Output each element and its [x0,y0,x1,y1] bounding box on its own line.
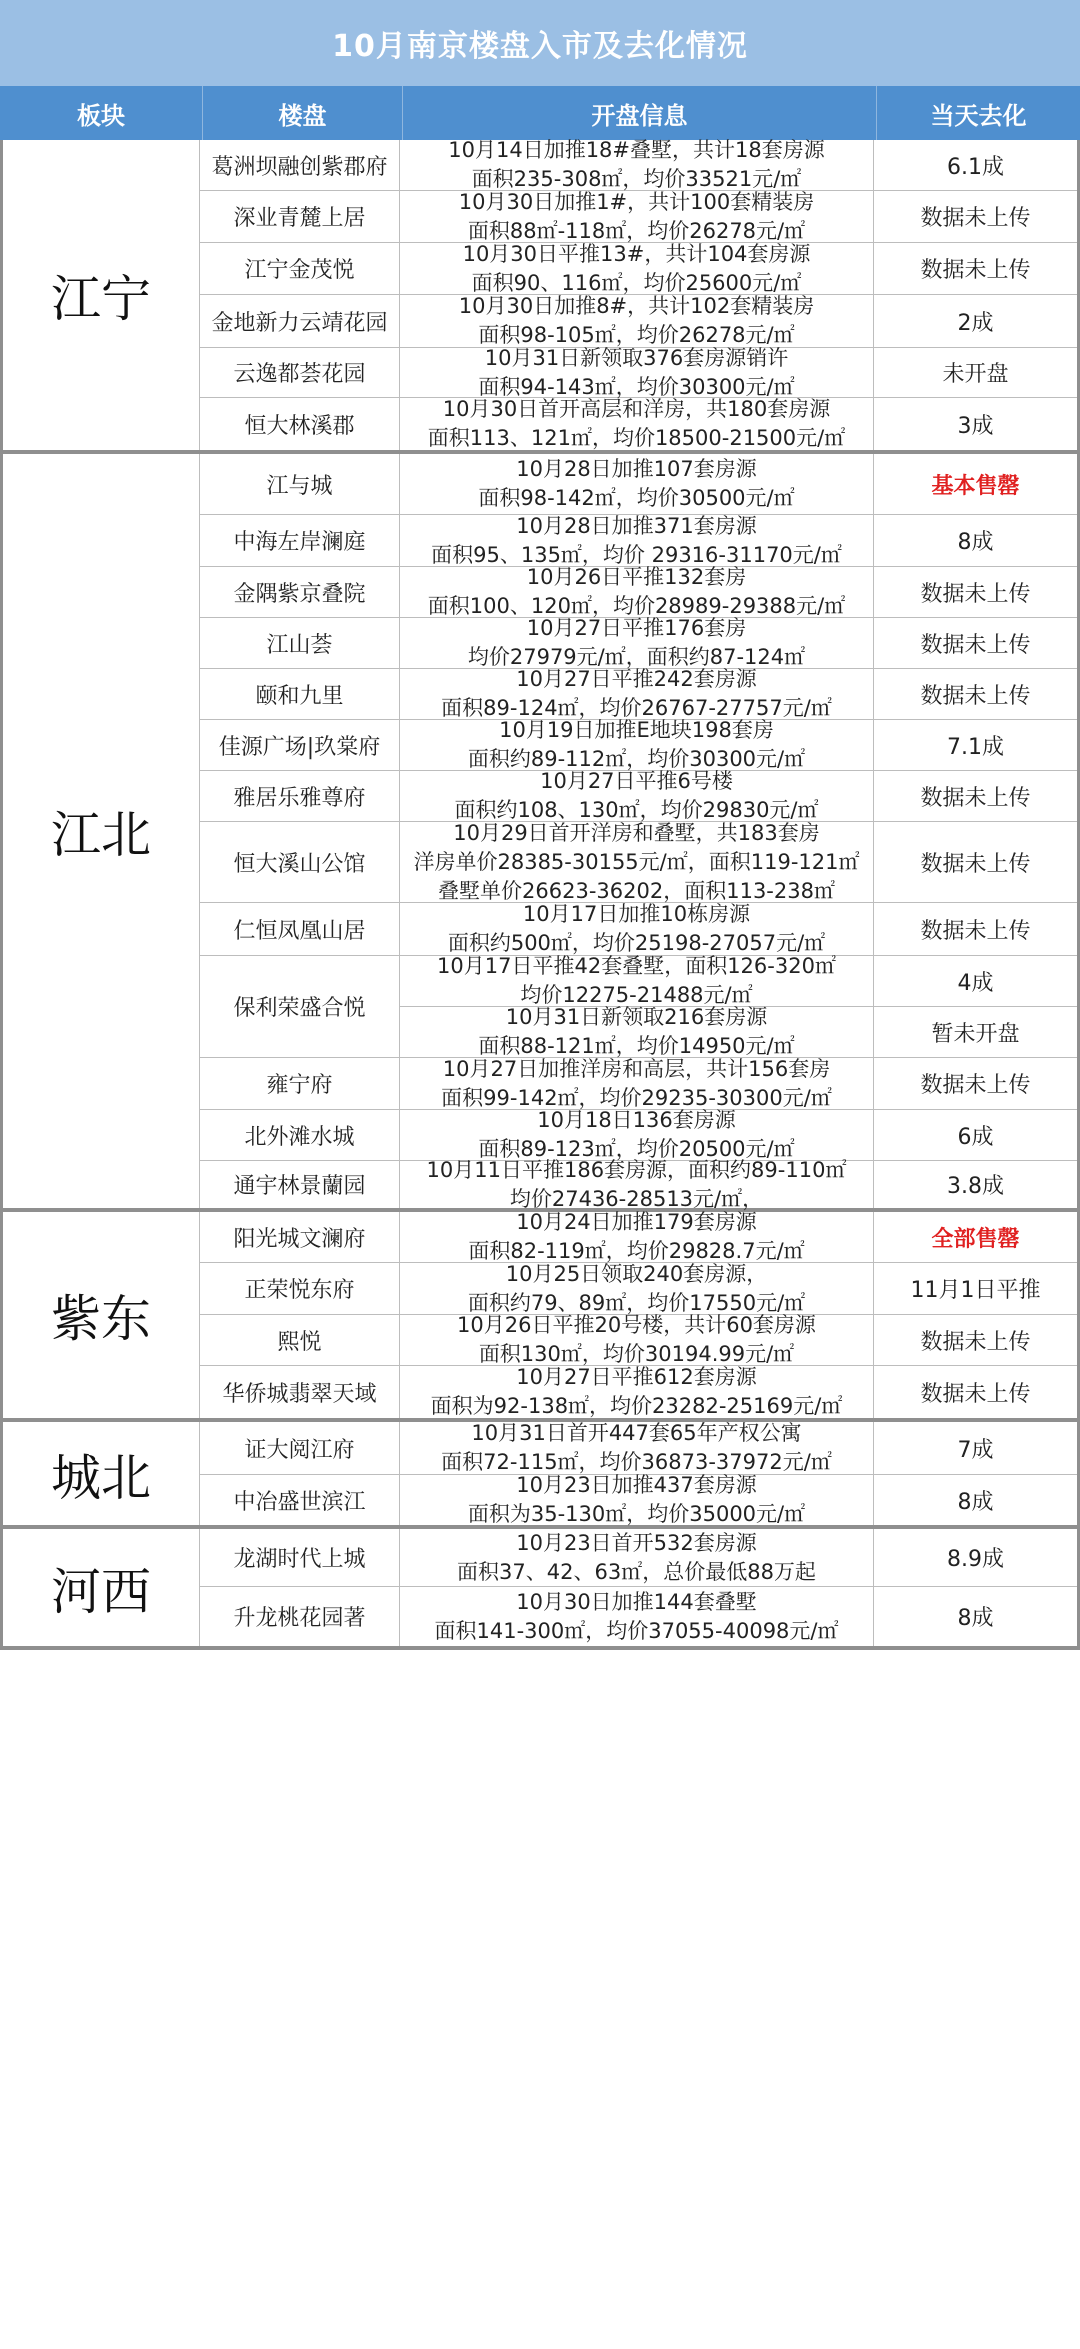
opening-info [400,515,874,566]
header-opening-info: 开盘信息 [403,86,877,140]
opening-info-line: 均价27436-28513元/㎡， [509,1186,764,1211]
opening-info-line: 10月17日平推42套叠墅，面积126-320㎡ [437,954,836,978]
opening-info-line: 面积为92-138㎡，均价23282-25169元/㎡ [430,1394,843,1418]
opening-info-line: 10月30日平推13#，共计104套房源 [462,241,811,266]
project-name: 颐和九里 [200,669,400,719]
opening-info [400,1587,874,1646]
opening-info-line: 10月27日平推176套房 [526,616,747,640]
opening-info-line: 面积99-142㎡，均价29235-30300元/㎡ [441,1085,832,1110]
table-row [200,1212,1077,1262]
region-section [3,1212,1077,1422]
project-name: 阳光城文澜府 [200,1212,400,1262]
project-name: 云逸都荟花园 [200,348,400,397]
opening-info-line: 面积89-124㎡，均价26767-27757元/㎡ [441,696,832,720]
header-project: 楼盘 [203,86,403,140]
opening-info [400,1157,874,1211]
opening-info-line: 均价27979元/㎡，面积约87-124㎡ [467,645,806,669]
table-row [200,821,1077,902]
sell-through-rate: 数据未上传 [920,1073,1031,1098]
opening-info-line: 10月23日加推437套房源 [516,1473,757,1497]
opening-info-line: 面积141-300㎡，均价37055-40098元/㎡ [434,1618,839,1643]
opening-info [400,720,874,770]
opening-info-line: 10月31日首开447套65年产权公寓 [471,1421,802,1445]
opening-info-line: 面积约500㎡，均价25198-27057元/㎡ [447,931,826,955]
project-name: 中冶盛世滨江 [200,1475,400,1525]
opening-info-line: 面积98-142㎡，均价30500元/㎡ [478,486,795,510]
table-row [200,770,1077,821]
sell-through-rate: 8.9成 [947,1547,1004,1572]
opening-info [400,1007,874,1057]
project-name: 江与城 [200,454,400,514]
table-row [200,719,1077,770]
sell-through-rate: 2成 [957,310,994,336]
opening-info-line: 面积37、42、63㎡，总价最低88万起 [457,1559,816,1584]
table-row [200,242,1077,294]
region-label: 江北 [3,454,200,1208]
sell-through-rate: 数据未上传 [920,632,1031,658]
table-body [0,140,1080,1650]
sell-through-rate: 数据未上传 [920,581,1031,607]
opening-info-line: 10月28日加推107套房源 [516,457,757,481]
table-row [200,454,1077,514]
project-name: 江宁金茂悦 [200,243,400,294]
opening-info [400,618,874,668]
table-row [200,190,1077,242]
project-name: 熙悦 [200,1315,400,1365]
opening-info [400,140,874,190]
opening-info-line: 10月31日新领取376套房源销许 [484,345,789,370]
project-name: 证大阅江府 [200,1422,400,1474]
header-region: 板块 [0,86,203,140]
header-sell-through: 当天去化 [930,101,1027,130]
sell-through-rate: 数据未上传 [920,1329,1031,1355]
sell-through-rate: 未开盘 [942,362,1009,387]
project-name: 恒大林溪郡 [200,398,400,450]
project-name: 佳源广场|玖棠府 [200,720,400,770]
opening-info-line: 10月27日加推洋房和高层，共计156套房 [442,1056,831,1081]
opening-info [400,1263,874,1314]
opening-info-line: 面积98-105㎡，均价26278元/㎡ [478,323,795,347]
opening-info [400,1366,874,1418]
opening-info-line: 10月30日加推144套叠墅 [516,1589,757,1614]
region-section [3,1422,1077,1529]
sell-through-rate: 基本售罄 [931,473,1020,499]
table-row [200,397,1077,450]
opening-info [400,1110,874,1160]
opening-info-line: 10月26日平推132套房 [526,565,747,589]
table-row [200,902,1077,955]
table-row [200,514,1077,566]
opening-info [400,669,874,719]
sell-through-rate: 8成 [957,530,994,555]
opening-info-line: 面积约108、130㎡，均价29830元/㎡ [454,798,819,822]
opening-info-line: 10月28日加推371套房源 [516,513,757,538]
project-name: 正荣悦东府 [200,1263,400,1314]
opening-info-line: 面积90、116㎡，均价25600元/㎡ [471,270,802,295]
project-name: 深业青麓上居 [200,191,400,242]
opening-info-line: 面积89-123㎡，均价20500元/㎡ [478,1137,795,1161]
opening-info [400,1315,874,1365]
sell-through-rate: 6成 [957,1124,994,1150]
opening-info-line: 10月23日首开532套房源 [516,1530,757,1555]
region-label: 河西 [3,1529,200,1646]
opening-info-line: 面积235-308㎡，均价33521元/㎡ [471,167,802,191]
sell-through-rate: 数据未上传 [920,206,1031,231]
opening-info [400,454,874,514]
opening-info [400,822,874,902]
opening-info-line: 10月30日加推8#，共计102套精装房 [458,294,815,318]
table-header [0,86,1080,140]
sell-through-rate: 11月1日平推 [910,1278,1041,1303]
sell-through-rate: 数据未上传 [920,258,1031,283]
sell-through-rate: 数据未上传 [920,785,1031,811]
opening-info [400,567,874,617]
project-name: 江山荟 [200,618,400,668]
opening-info-line: 面积约89-112㎡，均价30300元/㎡ [467,747,806,771]
opening-info [400,771,874,821]
opening-info [400,1475,874,1525]
project-name: 仁恒凤凰山居 [200,903,400,955]
sell-through-rate: 4成 [957,970,994,996]
opening-info-line: 叠墅单价26623-36202，面积113-238㎡ [438,878,835,903]
opening-info-line: 面积100、120㎡，均价28989-29388元/㎡ [427,594,846,618]
opening-info [400,243,874,294]
opening-info-line: 10月30日加推1#，共计100套精装房 [458,189,815,214]
table-row [200,955,1077,1057]
sell-through-rate: 3.8成 [947,1174,1004,1199]
project-name: 中海左岸澜庭 [200,515,400,566]
table-row [200,1365,1077,1418]
opening-info-line: 面积130㎡，均价30194.99元/㎡ [478,1342,795,1366]
opening-info-line: 10月25日领取240套房源， [505,1261,768,1286]
opening-info [400,1529,874,1586]
opening-info-line: 面积88-121㎡，均价14950元/㎡ [478,1034,795,1058]
opening-info-line: 面积88㎡-118㎡，均价26278元/㎡ [467,218,806,243]
opening-info [400,1212,874,1262]
table-row [200,1157,1077,1211]
opening-info-line: 面积113、121㎡，均价18500-21500元/㎡ [427,426,846,450]
page-title: 10月南京楼盘入市及去化情况 [0,0,1080,86]
project-name: 金隅紫京叠院 [200,567,400,617]
opening-info [400,345,874,399]
opening-info-line: 面积95、135㎡，均价 29316-31170元/㎡ [431,542,842,567]
sell-through-rate: 数据未上传 [920,851,1031,877]
sell-through-rate: 暂未开盘 [931,1021,1020,1047]
project-name: 升龙桃花园著 [200,1587,400,1646]
region-label: 城北 [3,1422,200,1525]
opening-info-line: 10月30日首开高层和洋房，共180套房源 [442,397,831,421]
table-row [200,1057,1077,1109]
opening-info-line: 10月27日平推242套房源 [516,667,757,691]
opening-info [400,295,874,347]
opening-info-line: 10月27日平推6号楼 [540,769,733,793]
table-row [200,1314,1077,1365]
region-label: 江宁 [3,140,200,450]
sell-through-rate: 6.1成 [947,154,1004,180]
project-name: 金地新力云靖花园 [200,295,400,347]
opening-info [400,1422,874,1474]
opening-info-line: 10月26日平推20号楼，共计60套房源 [457,1313,816,1337]
table-row [200,1529,1077,1586]
opening-info-line: 面积82-119㎡，均价29828.7元/㎡ [468,1239,805,1263]
sell-through-rate: 7.1成 [947,734,1004,760]
table-row [200,1262,1077,1314]
opening-info-line: 10月24日加推179套房源 [516,1210,757,1234]
project-name: 通宇林景蘭园 [200,1161,400,1208]
opening-info [400,903,874,955]
sell-through-rate: 8成 [957,1489,994,1515]
opening-info-line: 10月19日加推E地块198套房 [499,718,774,742]
opening-info [400,956,874,1006]
sell-through-rate: 8成 [957,1606,994,1631]
project-name: 华侨城翡翠天域 [200,1366,400,1418]
opening-info-line: 面积约79、89㎡，均价17550元/㎡ [467,1290,806,1315]
table-row [200,347,1077,397]
table-row [200,1422,1077,1474]
sell-through-rate: 数据未上传 [920,918,1031,944]
opening-info [400,191,874,242]
table-row [200,294,1077,347]
sell-through-rate: 全部售罄 [931,1226,1020,1252]
opening-info-line: 均价12275-21488元/㎡ [520,983,753,1007]
table-row [200,566,1077,617]
opening-info-line: 10月18日136套房源 [537,1108,736,1132]
region-section [3,1529,1077,1650]
table-row [200,1474,1077,1525]
project-name: 恒大溪山公馆 [200,822,400,902]
project-name: 保利荣盛合悦 [200,956,400,1057]
opening-info-line: 10月29日首开洋房和叠墅，共183套房 [453,820,820,845]
table-row [200,1109,1077,1160]
opening-info-line: 面积94-143㎡，均价30300元/㎡ [478,374,795,399]
opening-info-line: 10月27日平推612套房源 [516,1365,757,1389]
project-name: 北外滩水城 [200,1110,400,1160]
opening-info-line: 10月11日平推186套房源，面积约89-110㎡ [426,1157,847,1182]
project-name: 雅居乐雅尊府 [200,771,400,821]
opening-info [400,1058,874,1109]
table-row [200,1586,1077,1646]
table-row [200,668,1077,719]
region-label: 紫东 [3,1212,200,1418]
project-name: 葛洲坝融创紫郡府 [200,140,400,190]
project-name: 龙湖时代上城 [200,1529,400,1586]
region-section [3,140,1077,454]
opening-info-line: 10月31日新领取216套房源 [505,1005,768,1029]
sell-through-rate: 数据未上传 [920,1381,1031,1407]
opening-info-line: 洋房单价28385-30155元/㎡，面积119-121㎡ [413,849,860,874]
opening-info-line: 面积72-115㎡，均价36873-37972元/㎡ [441,1450,832,1474]
region-section [3,454,1077,1212]
sell-through-rate: 数据未上传 [920,683,1031,709]
table-row [200,140,1077,190]
table-row [200,617,1077,668]
opening-info [400,398,874,450]
project-name: 雍宁府 [200,1058,400,1109]
sell-through-rate: 3成 [957,413,994,439]
opening-info-line: 10月17日加推10栋房源 [522,902,751,926]
opening-info-line: 10月14日加推18#叠墅，共计18套房源 [448,138,825,162]
sell-through-rate: 7成 [957,1437,994,1463]
opening-info-line: 面积为35-130㎡，均价35000元/㎡ [467,1502,806,1526]
